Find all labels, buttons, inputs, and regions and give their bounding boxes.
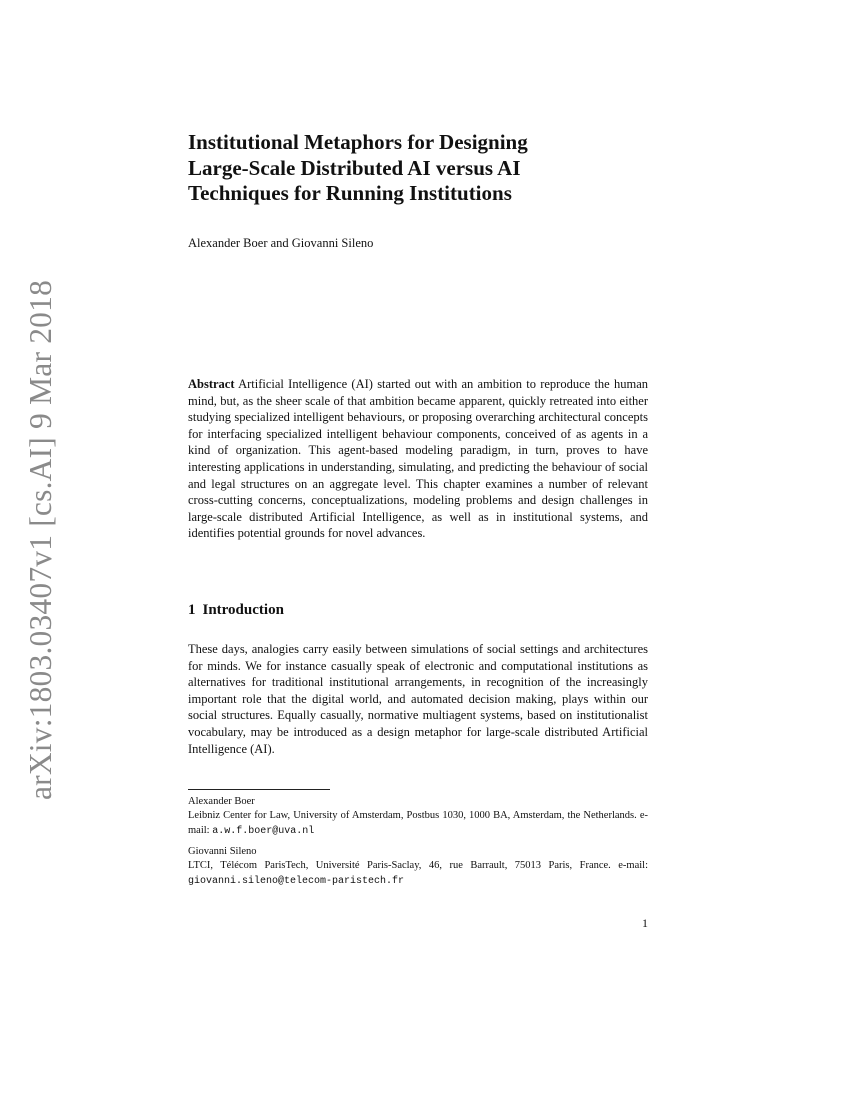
section-number: 1 (188, 602, 196, 618)
title-line: Techniques for Running Institutions (188, 181, 512, 205)
footnote-divider (188, 789, 330, 790)
paper-title (188, 130, 658, 207)
section-title: Introduction (202, 602, 284, 618)
author-list: Alexander Boer and Giovanni Sileno (188, 236, 374, 250)
footnote-email[interactable]: a.w.f.boer@uva.nl (212, 825, 315, 837)
intro-paragraph: These days, analogies carry easily between simulations of social settings and architectures for minds. We for instance casually speak of electronic and computational institutions as alternatives for traditional institutional arrangements, in recognition of the increasingly important role that the digital world, and automated decision making, plays within our social structures. Equally casually, normative multiagent systems, based on institutionalist vocabulary, may be introduced as a design metaphor for large-scale distributed Artificial Intelligence (AI). (188, 642, 648, 756)
title-line: Large-Scale Distributed AI versus AI (188, 155, 521, 180)
abstract-text: Artificial Intelligence (AI) started out with an ambition to reproduce the human mind, but, as the sheer scale of that ambition became apparent, quickly retreated into either studying specialized intelligent behaviours, or proposing overarching architectural concepts for interfacing specialized intelligent behaviour components, conceived of as agents in a kind of organization. This agent-based modeling paradigm, in turn, proves to have interesting applications in understanding, simulating, and predicting the behaviour of social and legal structures on an aggregate level. This chapter examines a number of relevant cross-cutting concerns, conceptualizations, modeling problems and design challenges in large-scale distributed Artificial Intelligence, as well as in institutional systems, and identifies potential grounds for novel advances. (188, 377, 649, 541)
abstract (188, 376, 648, 542)
footnote-email[interactable]: giovanni.sileno@telecom-paristech.fr (188, 875, 405, 887)
abstract-label: Abstract (188, 377, 235, 391)
page-number: 1 (642, 916, 648, 930)
footnote-affiliation: Leibniz Center for Law, University of Amsterdam, Postbus 1030, 1000 BA, Amsterdam, the Netherlands. e-mail: (188, 810, 648, 836)
arxiv-stamp (16, 279, 66, 801)
title-line: Institutional Metaphors for Designing (188, 130, 528, 154)
footnote-author-name: Alexander Boer (188, 796, 255, 807)
section-heading (188, 600, 284, 620)
author-footnote (188, 795, 648, 839)
footnote-author-name: Giovanni Sileno (188, 846, 257, 857)
author-footnote (188, 845, 648, 889)
footnote-affiliation: LTCI, Télécom ParisTech, Université Paris-Saclay, 46, rue Barrault, 75013 Paris, France. e-mail: (188, 860, 648, 872)
arxiv-identifier: arXiv:1803.03407v1 [cs.AI] 9 Mar 2018 (23, 279, 58, 801)
